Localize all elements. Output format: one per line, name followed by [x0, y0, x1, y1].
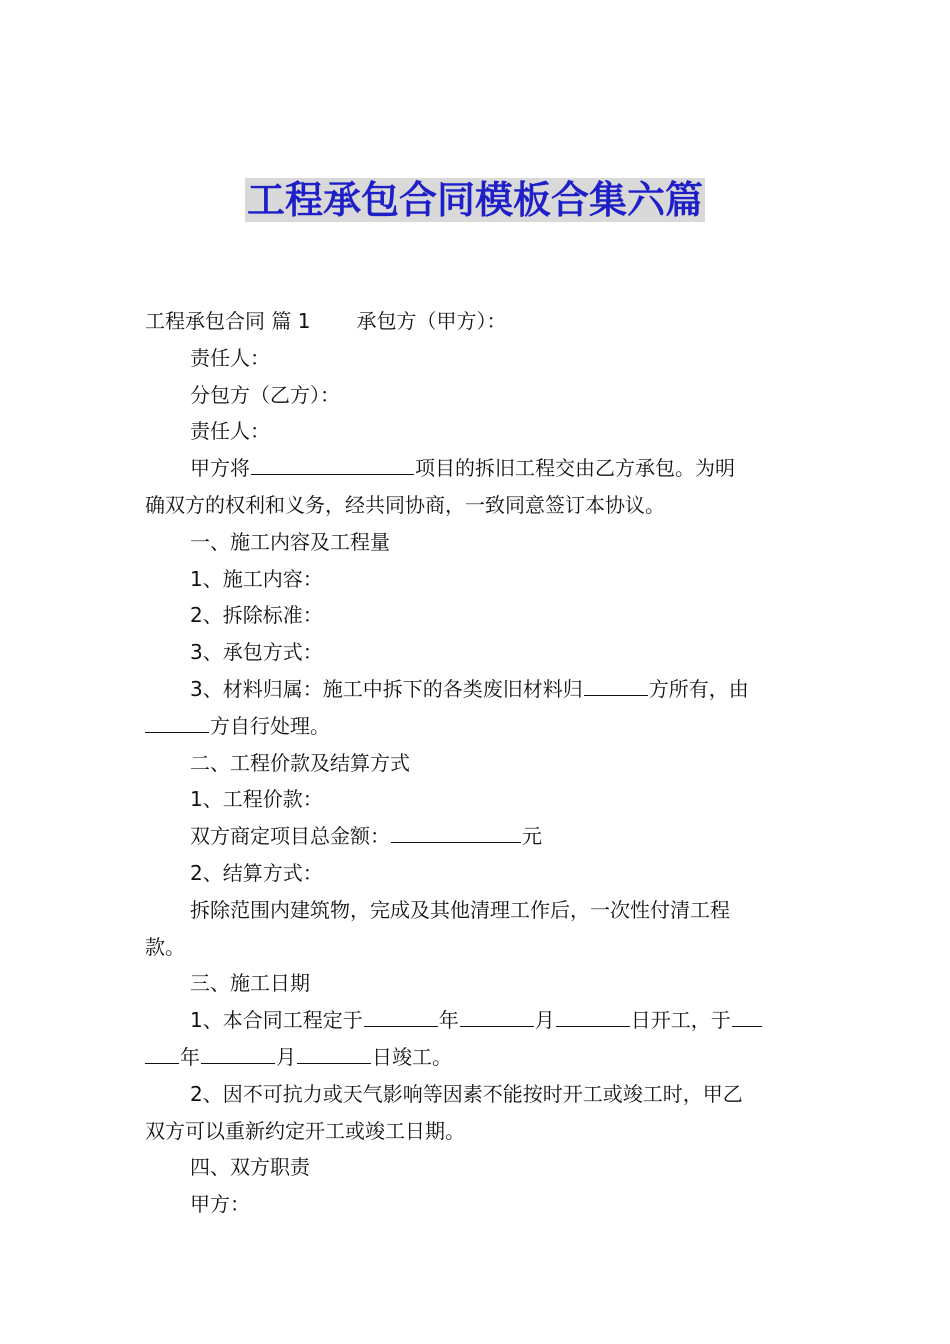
paragraph-line	[145, 1002, 807, 1039]
document-title: 工程承包合同模板合集六篇	[246, 178, 703, 222]
paragraph-line	[145, 671, 807, 708]
text-span: 年	[180, 1044, 200, 1069]
blank-line	[201, 1045, 275, 1064]
text-span: 1、本合同工程定于	[190, 1008, 363, 1033]
text-span: 月	[534, 1008, 555, 1033]
text-span: 日竣工。	[372, 1044, 452, 1069]
section-heading: 工程承包合同 篇 1	[145, 309, 311, 333]
text-span: 方所有，由	[648, 676, 749, 701]
paragraph-line: 确双方的权利和义务，经共同协商，一致同意签订本协议。	[145, 492, 665, 517]
paragraph-line: 2、拆除标准：	[190, 603, 323, 628]
paragraph-line: 责任人：	[190, 419, 270, 444]
text-span: 元	[522, 824, 542, 849]
paragraph-line: 2、因不可抗力或天气影响等因素不能按时开工或竣工时，甲乙	[190, 1081, 743, 1106]
blank-line	[297, 1045, 371, 1064]
paragraph-line: 责任人：	[190, 345, 270, 370]
text-span: 双方商定项目总金额：	[190, 824, 390, 849]
paragraph-line	[145, 708, 807, 745]
paragraph-line: 2、结算方式：	[190, 860, 323, 885]
paragraph-line	[145, 1039, 807, 1076]
text-span: 3、材料归属：施工中拆下的各类废旧材料归	[190, 676, 583, 701]
paragraph-line	[145, 303, 807, 340]
title-wrap	[0, 178, 950, 222]
paragraph-line: 分包方（乙方）：	[190, 382, 340, 407]
text-span: 年	[438, 1008, 459, 1033]
paragraph-line	[145, 450, 807, 487]
text-span: 甲方将	[190, 456, 250, 481]
text-span: 日开工，于	[630, 1008, 731, 1033]
paragraph-line	[145, 818, 807, 855]
paragraph-line: 1、施工内容：	[190, 566, 323, 591]
paragraph-line: 3、承包方式：	[190, 640, 323, 665]
text-span: 项目的拆旧工程交由乙方承包。为明	[415, 456, 735, 481]
paragraph-line: 款。	[145, 934, 185, 959]
paragraph-line: 拆除范围内建筑物，完成及其他清理工作后，一次性付清工程	[190, 897, 730, 922]
text-span: 月	[276, 1044, 296, 1069]
blank-line	[145, 714, 209, 733]
blank-line	[460, 1008, 534, 1027]
section-heading: 四、双方职责	[190, 1155, 310, 1180]
blank-line	[556, 1008, 630, 1027]
paragraph-line: 双方可以重新约定开工或竣工日期。	[145, 1118, 465, 1143]
blank-line	[251, 456, 414, 475]
document-body	[145, 303, 807, 1223]
blank-line	[732, 1008, 762, 1027]
paragraph-line: 1、工程价款：	[190, 787, 323, 812]
party-a-label: 承包方（甲方）：	[356, 309, 507, 333]
blank-line	[391, 824, 521, 843]
paragraph-line: 甲方：	[190, 1192, 250, 1217]
blank-line	[364, 1008, 438, 1027]
section-heading: 三、施工日期	[190, 971, 310, 996]
blank-line	[584, 677, 648, 696]
text-span: 方自行处理。	[210, 713, 330, 738]
blank-line	[145, 1045, 179, 1064]
section-heading: 一、施工内容及工程量	[190, 529, 390, 554]
section-heading: 二、工程价款及结算方式	[190, 750, 410, 775]
